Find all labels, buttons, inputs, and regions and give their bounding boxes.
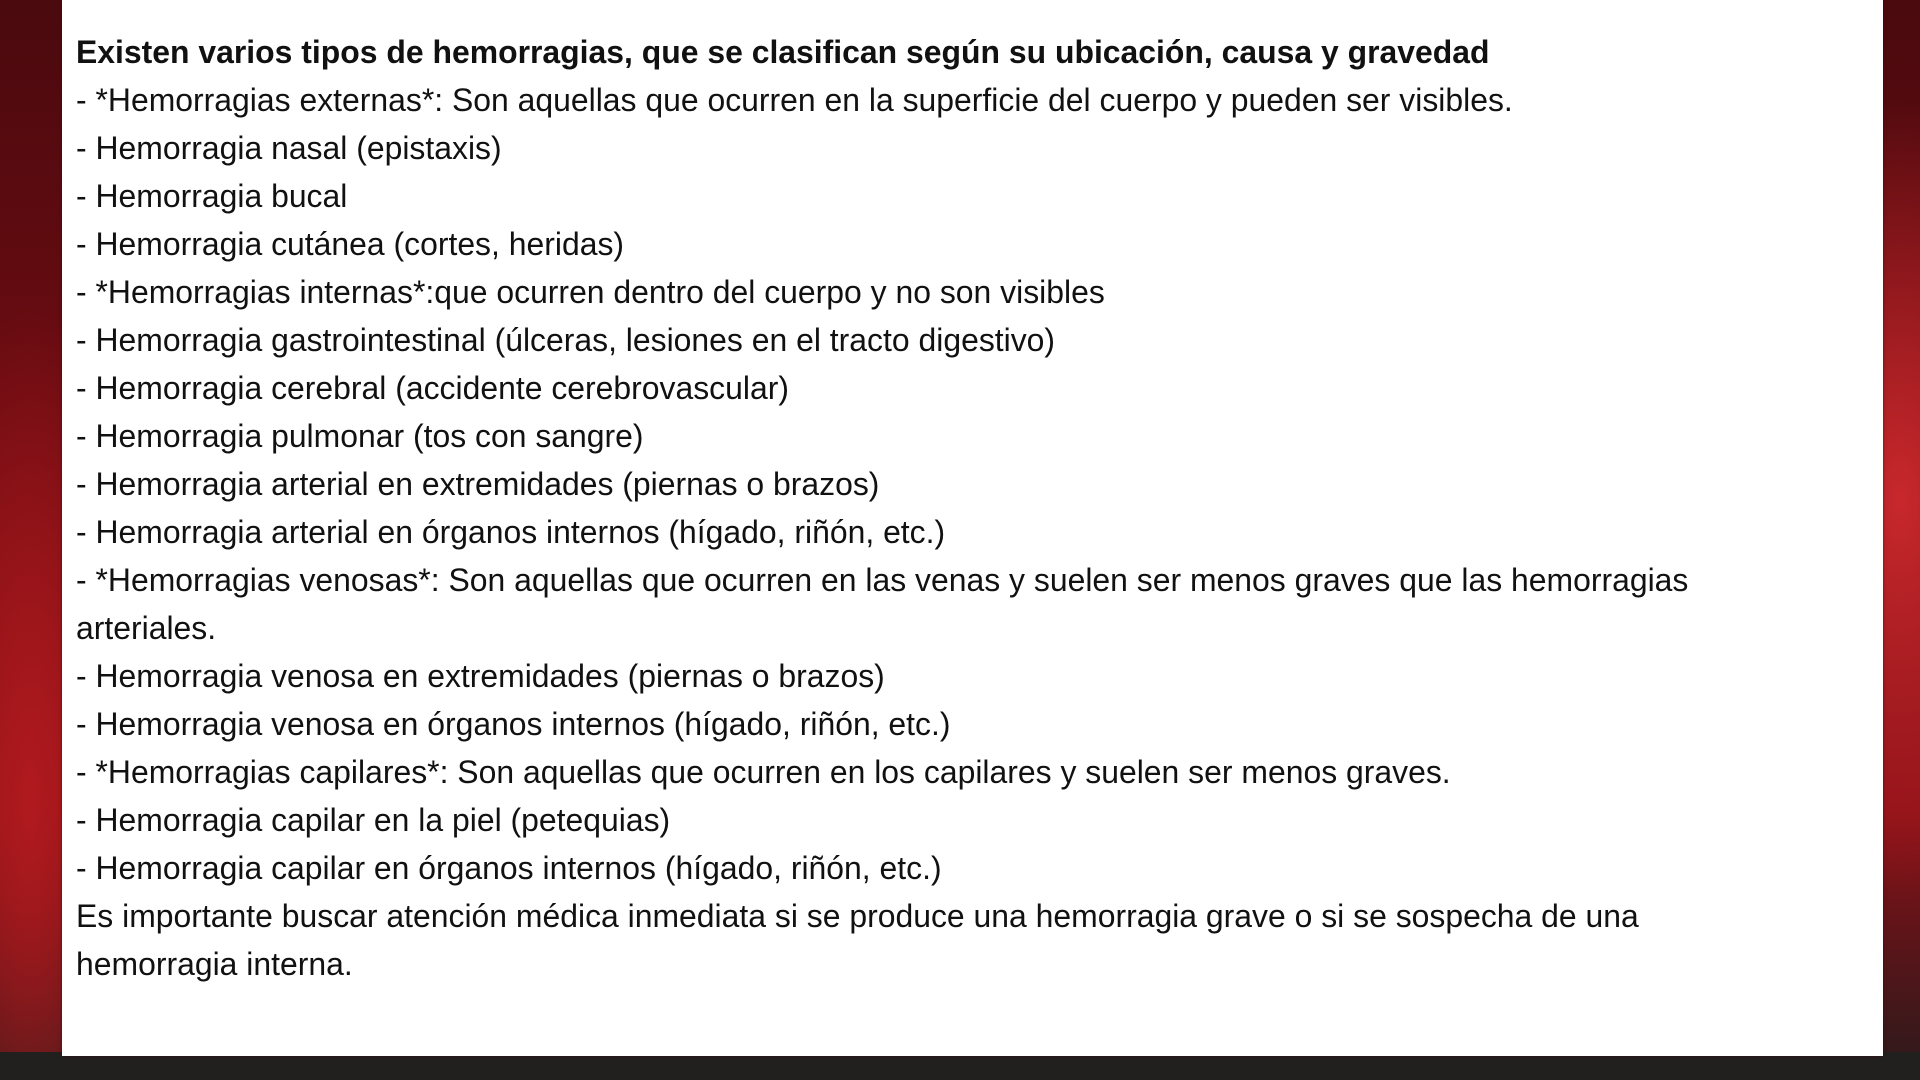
text-line: - Hemorragia gastrointestinal (úlceras, lesiones en el tracto digestivo) [76,322,1056,358]
text-line: - *Hemorragias capilares*: Son aquellas que ocurren en los capilares y suelen ser menos graves. [76,754,1451,790]
text-line: - Hemorragia capilar en la piel (petequias) [76,802,671,838]
slide-heading: Existen varios tipos de hemorragias, que se clasifican según su ubicación, causa y gravedad [76,34,1490,70]
text-line: - Hemorragia venosa en órganos internos (hígado, riñón, etc.) [76,706,951,742]
text-line: - Hemorragia pulmonar (tos con sangre) [76,418,644,454]
text-line: - Hemorragia bucal [76,178,348,214]
text-line: arteriales. [76,610,217,646]
slide-content [76,28,1876,988]
text-line: hemorragia interna. [76,946,353,982]
text-line: - Hemorragia capilar en órganos internos (hígado, riñón, etc.) [76,850,942,886]
text-line: - *Hemorragias internas*:que ocurren dentro del cuerpo y no son visibles [76,274,1105,310]
text-line: - Hemorragia cerebral (accidente cerebrovascular) [76,370,789,406]
text-line: Es importante buscar atención médica inmediata si se produce una hemorragia grave o si se sospecha de una [76,898,1639,934]
text-line: - Hemorragia cutánea (cortes, heridas) [76,226,625,262]
text-line: - Hemorragia arterial en órganos internos (hígado, riñón, etc.) [76,514,946,550]
text-line: - *Hemorragias venosas*: Son aquellas que ocurren en las venas y suelen ser menos graves que las hemorragias [76,562,1689,598]
text-line: - Hemorragia venosa en extremidades (piernas o brazos) [76,658,885,694]
text-line: - Hemorragia arterial en extremidades (piernas o brazos) [76,466,880,502]
background-bottom-band [0,1052,1920,1080]
text-lines [76,76,1876,988]
text-line: - Hemorragia nasal (epistaxis) [76,130,502,166]
text-line: - *Hemorragias externas*: Son aquellas que ocurren en la superficie del cuerpo y pueden ser visibles. [76,82,1513,118]
